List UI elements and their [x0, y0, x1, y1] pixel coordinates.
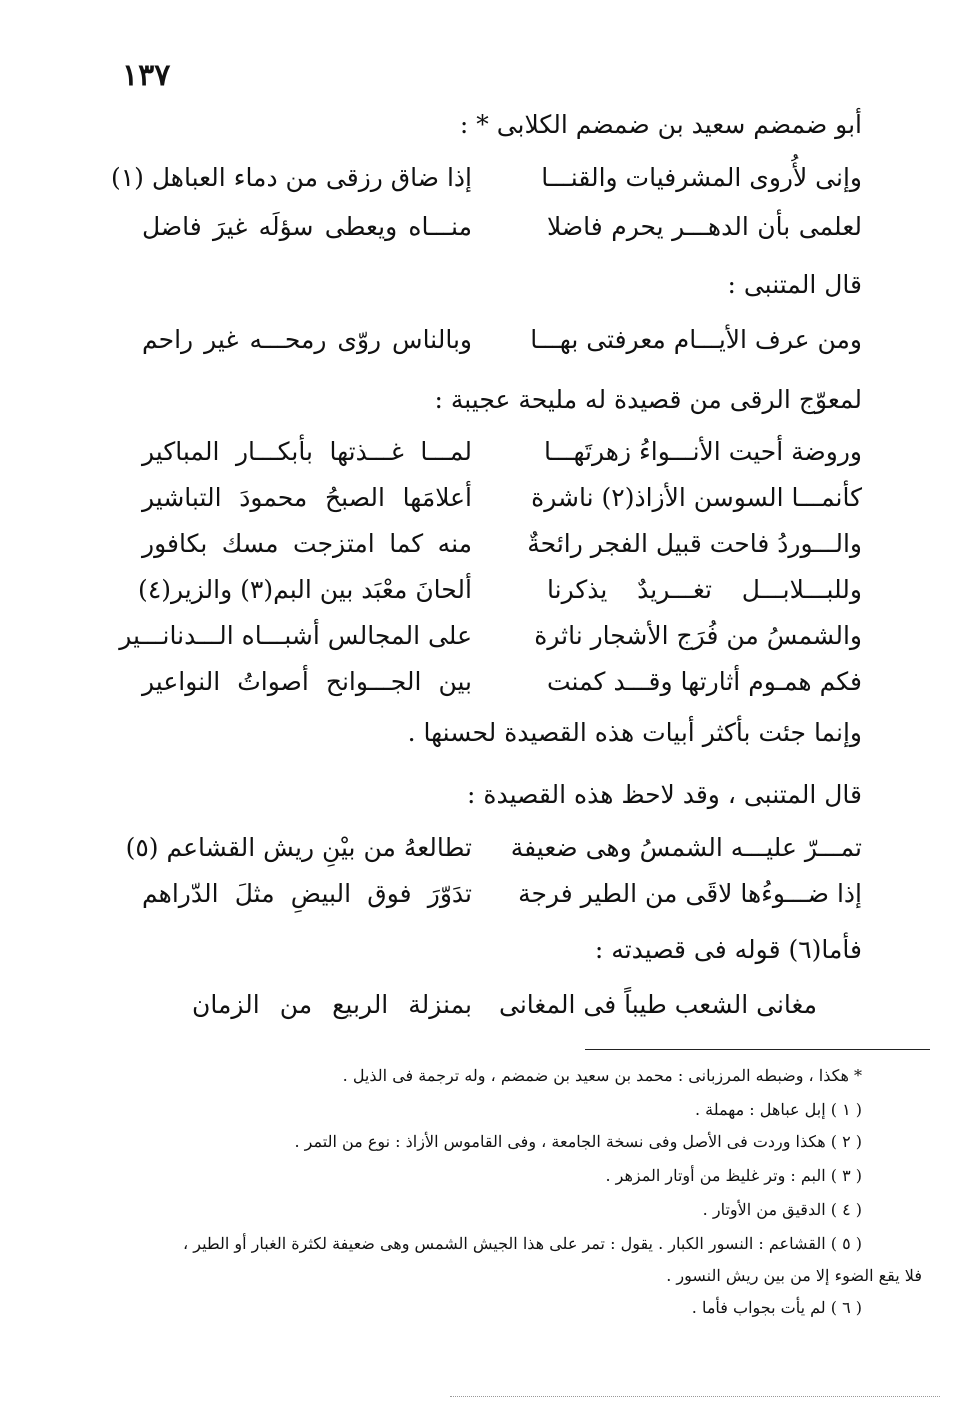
prose-line: وإنما جئت بأكثر أبيات هذه القصيدة لحسنها . — [407, 718, 862, 747]
verse-second-hemistich: لمـــا غـــذتها بأبكـــار المباكير — [142, 437, 472, 466]
verse-first-hemistich: إذا ضـــوءُها لاقَى من الطير فرجة — [518, 879, 862, 908]
verse-second-hemistich: وبالناس روّى رمحـــه غير راحم — [142, 325, 472, 354]
verse-second-hemistich: ألحانَ معْبَد بين البم(٣) والزير(٤) — [138, 575, 472, 604]
verse-first-hemistich: وإنى لأُروى المشرفيات والقنـــا — [541, 163, 862, 192]
verse-second-hemistich: منه كما امتزجت مسك بكافور — [142, 529, 472, 558]
footnote: ( ٤ ) الدقيق من الأوتار . — [702, 1200, 862, 1219]
prose-line: قال المتنبى ، وقد لاحظ هذه القصيدة : — [467, 780, 862, 809]
footnote: ( ٢ ) هكذا وردت فى الأصل وفى نسخة الجامعة ، وفى القاموس الأزاذ : نوع من التمر . — [294, 1132, 862, 1151]
prose-line: قال المتنبى : — [727, 270, 862, 299]
verse-first-hemistich: مغانى الشعب طيباً فى المغانى — [498, 990, 817, 1019]
verse-first-hemistich: وروضة أحيت الأنـــواءُ زهرتَهـــا — [543, 437, 862, 466]
page-number: ١٣٧ — [122, 58, 171, 93]
verse-second-hemistich: بين الجـــوانح أصواتُ النواعير — [142, 667, 472, 696]
footnote: ( ٥ ) القشاعم : النسور الكبار . يقول : تمر على هذا الجيش الشمس وهى ضعيفة لكثرة الغبار أو الطير ، — [182, 1234, 862, 1253]
verse-second-hemistich: أعلامَها الصبحُ محمودَ التباشير — [142, 483, 472, 512]
verse-second-hemistich: تطالعهُ من بيْنِ ريش القشاعم (٥) — [125, 833, 472, 862]
prose-line: فأما(٦) قوله فى قصيدته : — [594, 935, 862, 964]
verse-first-hemistich: ومن عرف الأيـــام معرفتى بهـــا — [530, 325, 862, 354]
verse-first-hemistich: وللبـــلابـــل تغـــريدٌ يذكرنا — [547, 575, 862, 604]
verse-second-hemistich: على المجالس أشبـــاه الـــدنانـــير — [119, 621, 472, 650]
verse-second-hemistich: تدَوّرَ فوق البيضِ مثلَ الدّراهم — [142, 879, 472, 908]
verse-first-hemistich: والشمسُ من فُرَج الأشجار ناثرة — [534, 621, 862, 650]
verse-first-hemistich: كأنمـــا السوسن الأزاذ(٢) ناشرة — [531, 483, 862, 512]
footnote: ( ٣ ) البم : وتر غليظ من أوتار المزهر . — [605, 1166, 862, 1185]
prose-line: أبو ضمضم سعيد بن ضمضم الكلابى * : — [459, 110, 862, 139]
prose-line: لمعوّج الرقى من قصيدة له مليحة عجيبة : — [434, 385, 862, 414]
footnote: * هكذا ، وضبطه المرزبانى : محمد بن سعيد بن ضمضم ، وله ترجمة فى الذيل . — [342, 1066, 862, 1085]
verse-first-hemistich: تمـــرّ عليـــه الشمسُ وهى ضعيفة — [510, 833, 862, 862]
verse-first-hemistich: فكم همـوم أثارتها وقـــد كمنت — [547, 667, 862, 696]
verse-first-hemistich: لعلمى بأن الدهـــر يحرم فاضلا — [547, 212, 862, 241]
footnote: فلا يقع الضوء إلا من بين ريش النسور . — [666, 1266, 922, 1285]
footnote: ( ٦ ) لم يأت بجواب فأما . — [691, 1298, 862, 1317]
verse-second-hemistich: إذا ضاق رزقى من دماء العباهل (١) — [110, 163, 472, 192]
verse-first-hemistich: والـــوردُ فاحت قبيل الفجر رائحةٌ — [527, 529, 862, 558]
verse-second-hemistich: منـــاه ويعطى سؤلَه غيرَ فاضل — [142, 212, 472, 241]
footnote-separator — [585, 1049, 930, 1050]
footnote: ( ١ ) إبل عباهل : مهملة . — [694, 1100, 862, 1119]
verse-second-hemistich: بمنزلة الربيع من الزمان — [192, 990, 472, 1019]
page-edge-line — [450, 1396, 940, 1397]
